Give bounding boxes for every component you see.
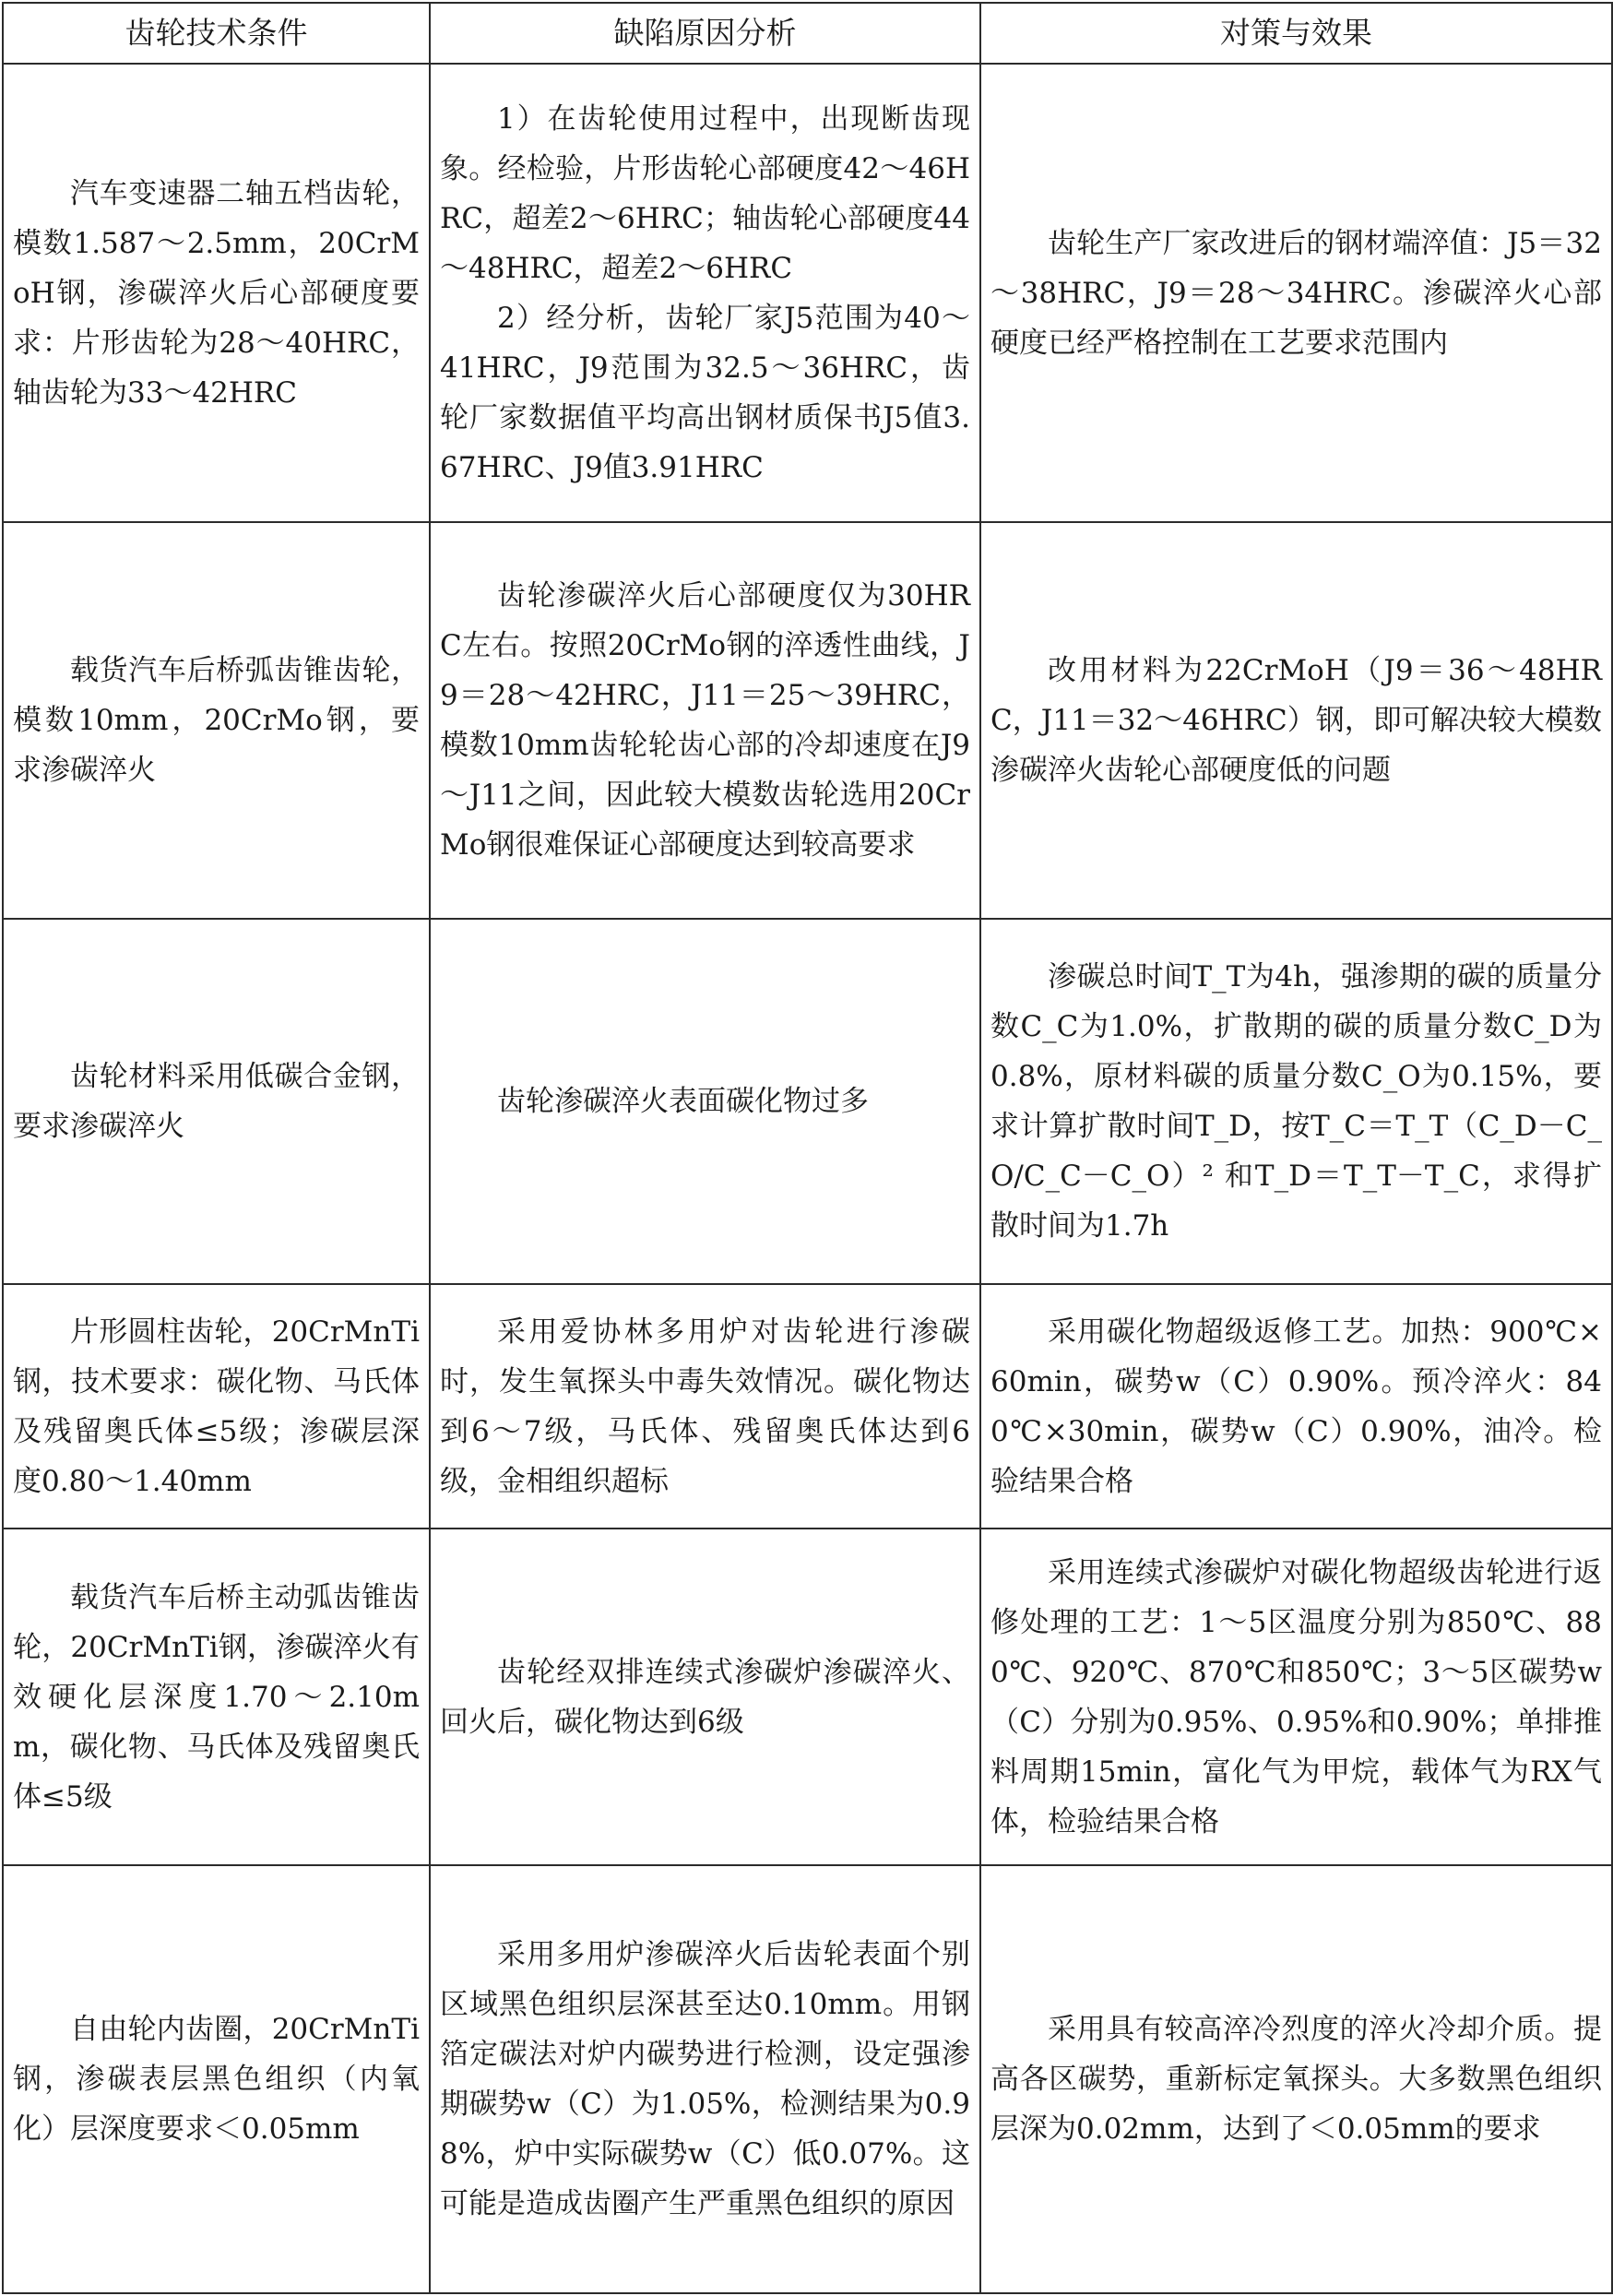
table-row xyxy=(3,1529,1612,1865)
analysis-paragraph: 2）经分析，齿轮厂家J5范围为40～41HRC，J9范围为32.5～36HRC，齿轮厂家数据值平均高出钢材质保书J5值3.67HRC、J9值3.91HRC xyxy=(440,301,970,484)
analysis-paragraph: 齿轮渗碳淬火后心部硬度仅为30HRC左右。按照20CrMo钢的淬透性曲线，J9＝28～42HRC，J11＝25～39HRC，模数10mm齿轮轮齿心部的冷却速度在J9～J11之间，因此较大模数齿轮选用20CrMo钢很难保证心部硬度达到较高要求 xyxy=(440,579,970,862)
cell-condition xyxy=(3,919,430,1284)
analysis-paragraph: 齿轮渗碳淬火表面碳化物过多 xyxy=(497,1085,869,1118)
cell-condition xyxy=(3,1529,430,1865)
cell-condition xyxy=(3,1284,430,1529)
analysis-paragraph: 采用爱协林多用炉对齿轮进行渗碳时，发生氧探头中毒失效情况。碳化物达到6～7级，马氏体、残留奥氏体达到6级，金相组织超标 xyxy=(440,1315,970,1498)
analysis-paragraph: 1）在齿轮使用过程中，出现断齿现象。经检验，片形齿轮心部硬度42～46HRC，超差2～6HRC；轴齿轮心部硬度44～48HRC，超差2～6HRC xyxy=(440,101,970,285)
cell-analysis xyxy=(430,522,980,919)
analysis-paragraph: 采用多用炉渗碳淬火后齿轮表面个别区域黑色组织层深甚至达0.10mm。用钢箔定碳法对炉内碳势进行检测，设定强渗期碳势w（C）为1.05%，检测结果为0.98%，炉中实际碳势w（C）低0.07%。这可能是造成齿圈产生严重黑色组织的原因 xyxy=(440,1938,970,2220)
condition-text: 片形圆柱齿轮，20CrMnTi钢，技术要求：碳化物、马氏体及残留奥氏体≤5级；渗碳层深度0.80～1.40mm xyxy=(13,1315,420,1498)
cell-analysis xyxy=(430,919,980,1284)
cell-measure xyxy=(980,1284,1612,1529)
condition-text: 齿轮材料采用低碳合金钢，要求渗碳淬火 xyxy=(13,1060,420,1143)
table-row xyxy=(3,1284,1612,1529)
cell-measure xyxy=(980,1529,1612,1865)
cell-condition xyxy=(3,522,430,919)
cell-analysis xyxy=(430,1865,980,2293)
table-row xyxy=(3,522,1612,919)
analysis-paragraph: 齿轮经双排连续式渗碳炉渗碳淬火、回火后，碳化物达到6级 xyxy=(440,1655,970,1739)
table-row xyxy=(3,919,1612,1284)
table-row xyxy=(3,1865,1612,2293)
header-defect-analysis: 缺陷原因分析 xyxy=(430,3,980,64)
measure-text: 采用连续式渗碳炉对碳化物超级齿轮进行返修处理的工艺：1～5区温度分别为850℃、880℃、920℃、870℃和850℃；3～5区碳势w（C）分别为0.95%、0.95%和0.90%；单排推料周期15min，富化气为甲烷，载体气为RX气体，检验结果合格 xyxy=(990,1555,1602,1838)
condition-text: 自由轮内齿圈，20CrMnTi钢，渗碳表层黑色组织（内氧化）层深度要求＜0.05mm xyxy=(13,2013,420,2146)
table-row xyxy=(3,64,1612,522)
cell-analysis xyxy=(430,1529,980,1865)
measure-text: 渗碳总时间T_T为4h，强渗期的碳的质量分数C_C为1.0%，扩散期的碳的质量分数C_D为0.8%，原材料碳的质量分数C_O为0.15%，要求计算扩散时间T_D，按T_C＝T_T（C_D－C_O/C_C－C_O）² 和T_D＝T_T－T_C，求得扩散时间为1.7h xyxy=(990,960,1602,1243)
cell-measure xyxy=(980,64,1612,522)
cell-condition xyxy=(3,64,430,522)
cell-condition xyxy=(3,1865,430,2293)
condition-text: 载货汽车后桥弧齿锥齿轮，模数10mm，20CrMo钢，要求渗碳淬火 xyxy=(13,654,420,787)
cell-analysis xyxy=(430,64,980,522)
measure-text: 齿轮生产厂家改进后的钢材端淬值：J5＝32～38HRC，J9＝28～34HRC。渗碳淬火心部硬度已经严格控制在工艺要求范围内 xyxy=(990,226,1602,360)
header-gear-conditions: 齿轮技术条件 xyxy=(3,3,430,64)
condition-text: 汽车变速器二轴五档齿轮，模数1.587～2.5mm，20CrMoH钢，渗碳淬火后心部硬度要求：片形齿轮为28～40HRC，轴齿轮为33～42HRC xyxy=(13,176,420,410)
measure-text: 改用材料为22CrMoH（J9＝36～48HRC，J11＝32～46HRC）钢，即可解决较大模数渗碳淬火齿轮心部硬度低的问题 xyxy=(990,654,1602,787)
cell-measure xyxy=(980,919,1612,1284)
cell-measure xyxy=(980,522,1612,919)
cell-measure xyxy=(980,1865,1612,2293)
measure-text: 采用具有较高淬冷烈度的淬火冷却介质。提高各区碳势，重新标定氧探头。大多数黑色组织层深为0.02mm，达到了＜0.05mm的要求 xyxy=(990,2013,1602,2146)
measure-text: 采用碳化物超级返修工艺。加热：900℃×60min，碳势w（C）0.90%。预冷淬火：840℃×30min，碳势w（C）0.90%，油冷。检验结果合格 xyxy=(990,1315,1602,1498)
header-measures-effects: 对策与效果 xyxy=(980,3,1612,64)
condition-text: 载货汽车后桥主动弧齿锥齿轮，20CrMnTi钢，渗碳淬火有效硬化层深度1.70～2.10mm，碳化物、马氏体及残留奥氏体≤5级 xyxy=(13,1580,420,1814)
defect-analysis-table xyxy=(2,2,1613,2294)
cell-analysis xyxy=(430,1284,980,1529)
table-header-row xyxy=(3,3,1612,64)
